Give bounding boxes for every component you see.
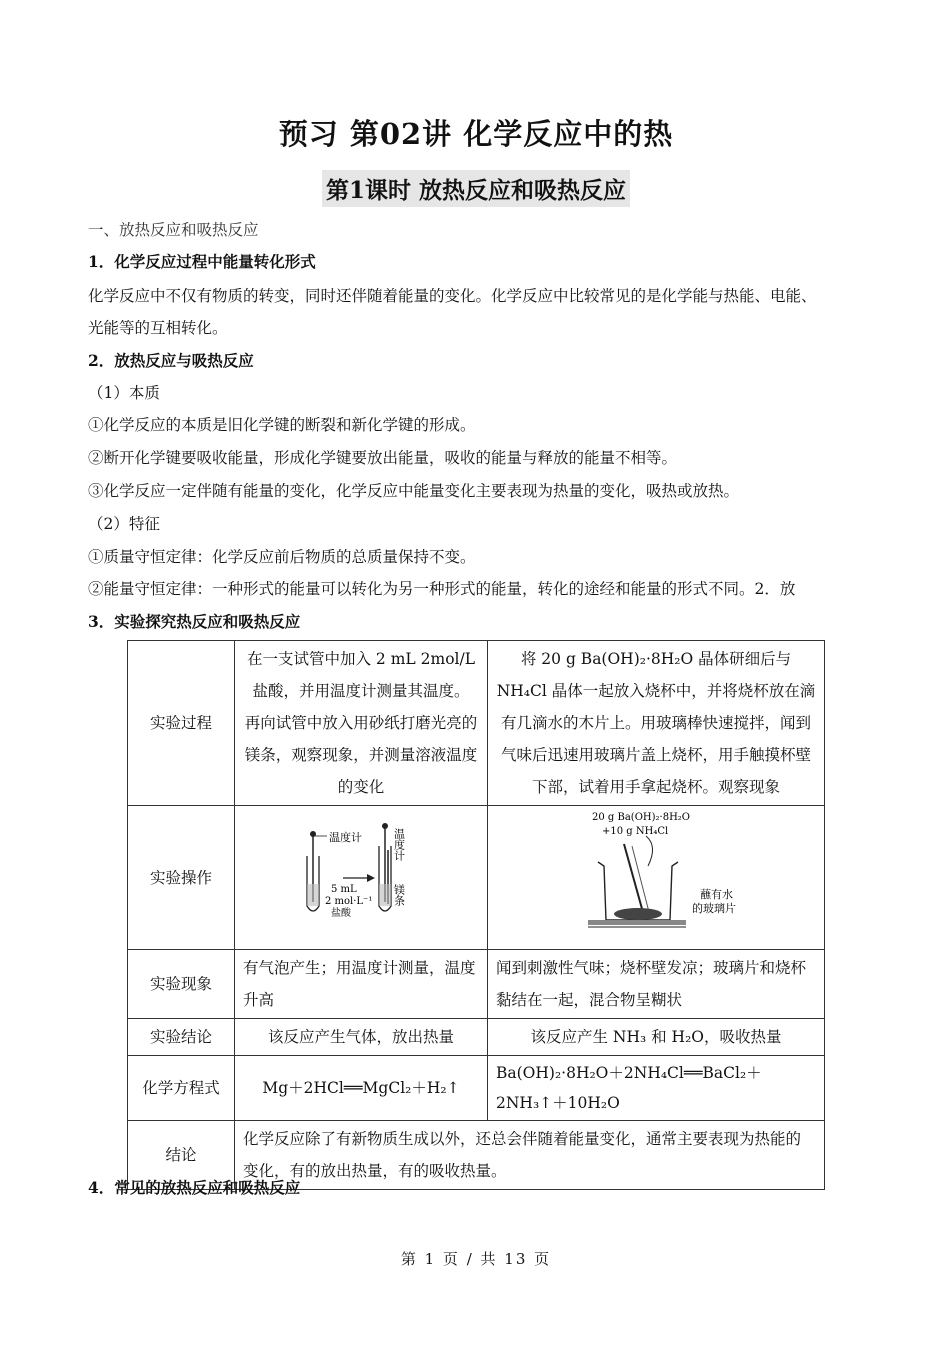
lesson-subtitle: 第1课时 放热反应和吸热反应 bbox=[322, 170, 630, 207]
process-1-part-a: 在一支试管中加入 2 mL 2mol/L 盐酸，并用温度计测量其温度。 bbox=[247, 650, 475, 700]
point-2-item-1: ①化学反应的本质是旧化学键的断裂和新化学键的形成。 bbox=[88, 416, 476, 434]
point-2-item-3: ③化学反应一定伴随有能量的变化，化学反应中能量变化主要表现为热量的变化，吸热或放热。 bbox=[88, 482, 740, 500]
cell-equation-2: Ba(OH)₂·8H₂O＋2NH₄Cl══BaCl₂＋2NH₃↑＋10H₂O bbox=[488, 1056, 825, 1121]
cell-process-1 bbox=[235, 641, 488, 806]
point-2-sub-1: （1）本质 bbox=[88, 384, 160, 402]
glass-plate-label-2: 的玻璃片 bbox=[692, 902, 736, 915]
point-1-line-2: 光能等的互相转化。 bbox=[88, 319, 228, 337]
row-head-process: 实验过程 bbox=[128, 641, 235, 806]
test-tube-diagram bbox=[235, 806, 487, 938]
table-row-process bbox=[128, 641, 825, 806]
point-3-title: 3．实验探究热反应和吸热反应 bbox=[88, 612, 301, 631]
beaker-diagram bbox=[488, 806, 824, 938]
section-heading: 一、放热反应和吸热反应 bbox=[88, 221, 259, 239]
cell-summary: 化学反应除了有新物质生成以外，还总会伴随着能量变化，通常主要表现为热能的变化，有的放出热量，有的吸收热量。 bbox=[235, 1121, 825, 1190]
row-head-equation: 化学方程式 bbox=[128, 1056, 235, 1121]
reagent-label-2: +10 g NH₄Cl bbox=[602, 826, 669, 837]
row-head-conclusion: 实验结论 bbox=[128, 1019, 235, 1056]
table-row-operation bbox=[128, 806, 825, 950]
point-1-title: 1．化学反应过程中能量转化形式 bbox=[88, 252, 316, 271]
point-2-item-4: ①质量守恒定律：化学反应前后物质的总质量保持不变。 bbox=[88, 548, 476, 566]
point-2-title: 2．放热反应与吸热反应 bbox=[88, 351, 254, 370]
process-1-part-b: 再向试管中放入用砂纸打磨光亮的镁条，观察现象，并测量溶液温度的变化 bbox=[244, 714, 478, 796]
acid-label-concentration: 2 mol·L⁻¹ bbox=[325, 896, 373, 907]
row-head-operation: 实验操作 bbox=[128, 806, 235, 950]
experiment-table bbox=[127, 640, 825, 1190]
page-title: 预习 第02讲 化学反应中的热 bbox=[278, 117, 674, 151]
table-row-equation bbox=[128, 1056, 825, 1121]
cell-conclusion-2: 该反应产生 NH₃ 和 H₂O，吸收热量 bbox=[488, 1019, 825, 1056]
acid-label-volume: 5 mL bbox=[331, 884, 357, 895]
glass-plate-label-1: 蘸有水 bbox=[700, 888, 733, 901]
cell-conclusion-1: 该反应产生气体，放出热量 bbox=[235, 1019, 488, 1056]
cell-process-2: 将 20 g Ba(OH)₂·8H₂O 晶体研细后与 NH₄Cl 晶体一起放入烧杯中，并将烧杯放在滴有几滴水的木片上。用玻璃棒快速搅拌，闻到气味后迅速用玻璃片盖上烧杯，用手触摸杯壁下部，试着用手拿起烧杯。观察现象 bbox=[488, 641, 825, 806]
point-4-title: 4．常见的放热反应和吸热反应 bbox=[88, 1178, 301, 1197]
point-2-item-5: ②能量守恒定律：一种形式的能量可以转化为另一种形式的能量，转化的途经和能量的形式不同。2．放 bbox=[88, 580, 796, 598]
thermometer-label-left: 温度计 bbox=[329, 831, 362, 844]
cell-equation-1: Mg＋2HCl══MgCl₂＋H₂↑ bbox=[235, 1056, 488, 1121]
table-row-conclusion bbox=[128, 1019, 825, 1056]
point-1-line-1: 化学反应中不仅有物质的转变，同时还伴随着能量的变化。化学反应中比较常见的是化学能与热能、电能、 bbox=[88, 287, 817, 305]
cell-operation-1 bbox=[235, 806, 488, 950]
acid-label-name: 盐酸 bbox=[331, 908, 351, 919]
cell-operation-2 bbox=[488, 806, 825, 950]
table-row-phenomenon bbox=[128, 950, 825, 1019]
page-footer: 第 1 页 / 共 13 页 bbox=[400, 1250, 552, 1268]
row-head-summary: 结论 bbox=[128, 1121, 235, 1190]
row-head-phenomenon: 实验现象 bbox=[128, 950, 235, 1019]
point-2-sub-2: （2）特征 bbox=[88, 515, 160, 533]
magnesium-label: 镁条 bbox=[392, 884, 406, 906]
reagent-label-1: 20 g Ba(OH)₂·8H₂O bbox=[592, 812, 690, 823]
subtitle-wrap bbox=[0, 170, 952, 207]
thermometer-label-right: 温度计 bbox=[392, 828, 406, 861]
cell-phenomenon-2: 闻到刺激性气味；烧杯壁发凉；玻璃片和烧杯黏结在一起，混合物呈糊状 bbox=[488, 950, 825, 1019]
cell-phenomenon-1: 有气泡产生；用温度计测量，温度升高 bbox=[235, 950, 488, 1019]
point-2-item-2: ②断开化学键要吸收能量，形成化学键要放出能量，吸收的能量与释放的能量不相等。 bbox=[88, 449, 678, 467]
